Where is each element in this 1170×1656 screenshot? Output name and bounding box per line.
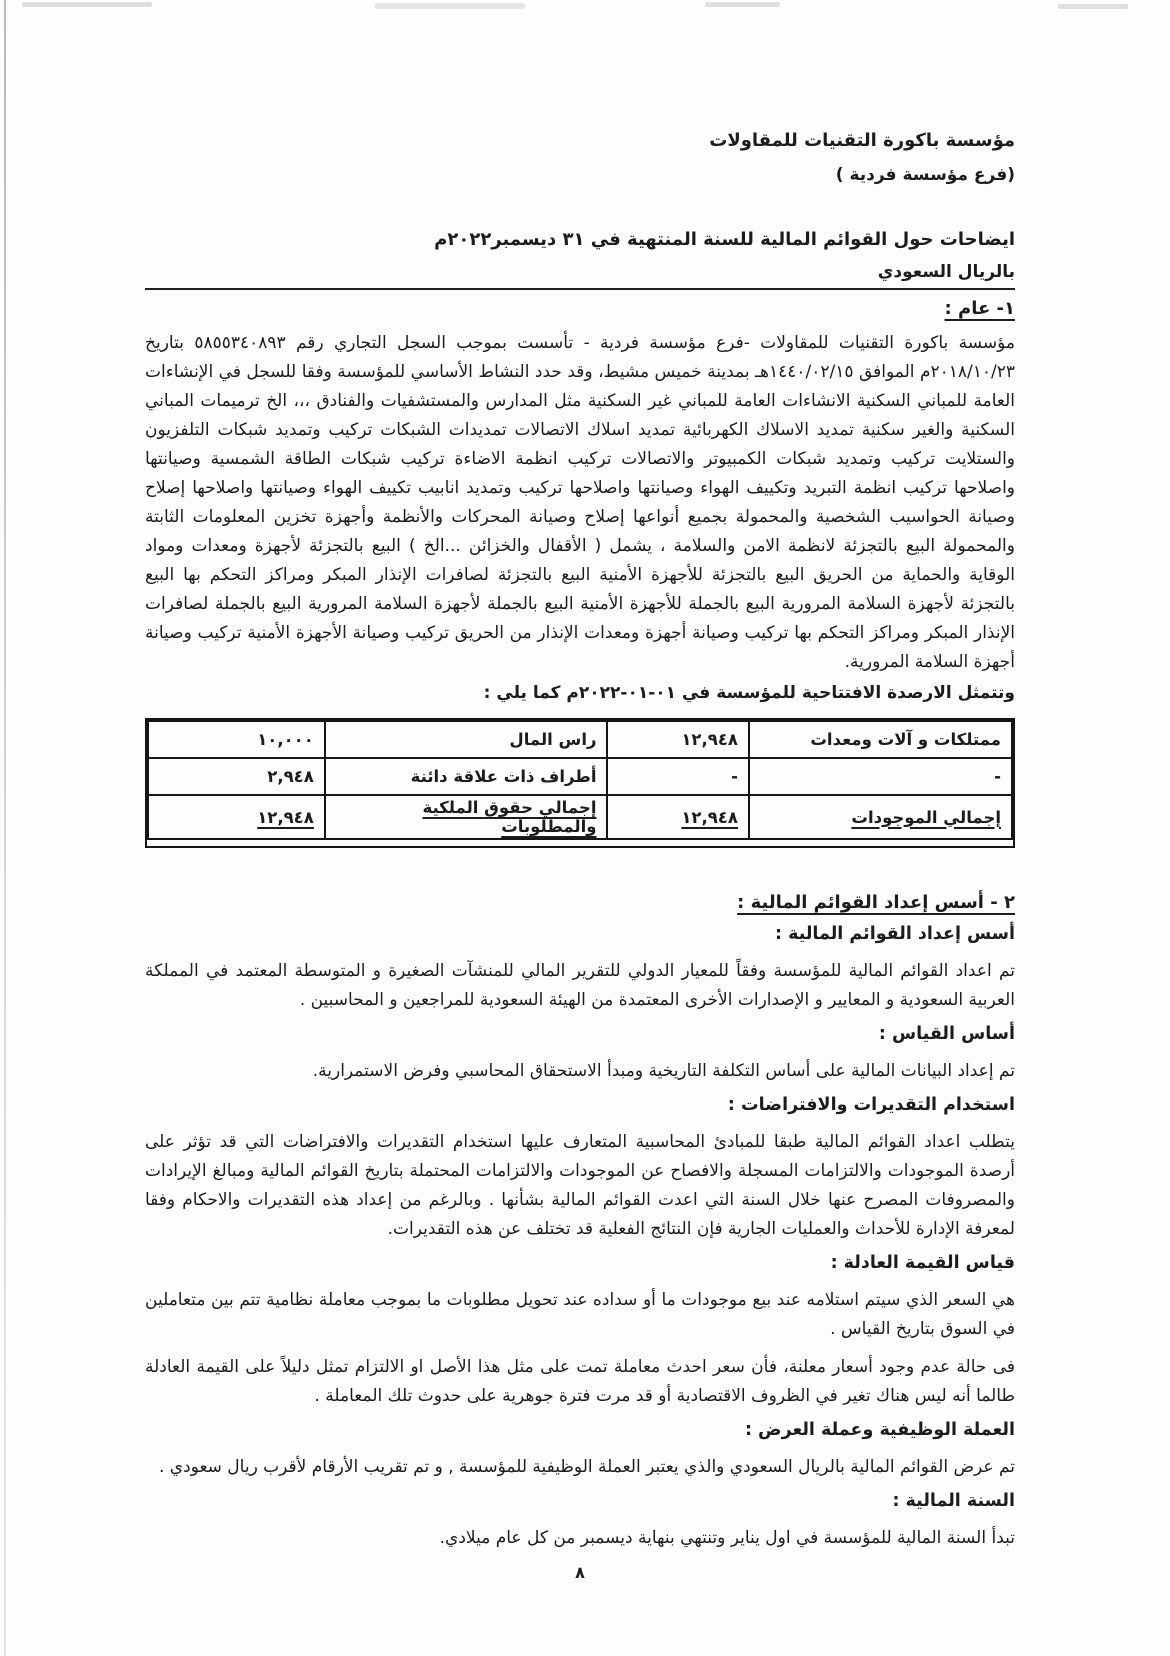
report-title: ايضاحات حول القوائم المالية للسنة المنتهية في ٣١ ديسمبر٢٠٢٢م (434, 229, 1015, 250)
document-content (145, 0, 1015, 1582)
subsection-title-estimates: استخدام التقديرات والافتراضات : (727, 1095, 1015, 1115)
subsection-title-measurement-basis: أساس القياس : (878, 1024, 1015, 1044)
equity-label-cell: راس المال (325, 721, 608, 758)
equity-label-cell: أطراف ذات علاقة دائنة (325, 758, 608, 795)
branch-note: (فرع مؤسسة فردية ) (835, 165, 1015, 185)
equity-label-cell: إجمالي حقوق الملكية والمطلوبات (325, 795, 608, 839)
subsection-body-estimates: يتطلب اعداد القوائم المالية طبقا للمبادئ المحاسبية المتعارف عليها استخدام التقديرات والافتراضات التي قد تؤثر على أرصدة الموجودات والالتزامات المسجلة والافصاح عن الموجودات والالتزامات المحتملة بتاريخ القوائم المالية ومبالغ الإيرادات والمصروفات المصرح عنها خلال السنة التي اعدت القوائم المالية بشأنها . وبالرغم من إعداد هذه التقديرات والاحكام وفقا لمعرفة الإدارة للأحداث والعمليات الجارية فإن النتائج الفعلية قد تختلف عن هذه التقديرات. (145, 1132, 1015, 1239)
subsection-title-functional-currency: العملة الوظيفية وعملة العرض : (744, 1420, 1015, 1440)
table-row (148, 721, 1012, 758)
opening-balances-table (145, 718, 1015, 848)
asset-value-cell: ١٢,٩٤٨ (607, 795, 748, 839)
subsection-body2-fair-value: فى حالة عدم وجود أسعار معلنة، فأن سعر احدث معاملة تمت على مثل هذا الأصل او الالتزام تمثل دليلاً على القيمة العادلة طالما أنه ليس هناك تغير في الظروف الاقتصادية أو قد مرت فترة جوهرية على حدوث تلك المعاملة . (145, 1357, 1015, 1406)
separator-rule (145, 288, 1015, 290)
company-name: مؤسسة باكورة التقنيات للمقاولات (709, 130, 1015, 151)
section-general-heading: ١- عام : (944, 298, 1015, 319)
opening-balances-intro: وتتمثل الارصدة الافتتاحية للمؤسسة في ٠١-٠١-٢٠٢٢م كما يلي : (483, 683, 1015, 703)
table-row (148, 758, 1012, 795)
scan-edge-artifact (4, 0, 6, 1656)
subsection-title-fair-value: قياس القيمة العادلة : (830, 1253, 1015, 1273)
subsection-title-preparation: أسس إعداد القوائم المالية : (775, 924, 1015, 944)
equity-value-cell: ١٠,٠٠٠ (148, 721, 325, 758)
subsection-title-fiscal-year: السنة المالية : (892, 1491, 1015, 1511)
page-number: ٨ (575, 1563, 585, 1582)
asset-value-cell: - (607, 758, 748, 795)
subsection-body-measurement-basis: تم إعداد البيانات المالية على أساس التكلفة التاريخية ومبدأ الاستحقاق المحاسبي وفرض الاستمرارية. (312, 1061, 1015, 1081)
scan-top-artifact (1058, 4, 1128, 9)
subsection-body-fair-value: هي السعر الذي سيتم استلامه عند بيع موجودات ما أو سداده عند تحويل مطلوبات ما بموجب معاملة نظامية تتم بين متعاملين في السوق بتاريخ القياس . (145, 1290, 1015, 1339)
asset-label-cell: إجمالي الموجودات (749, 795, 1012, 839)
equity-value-cell: ٢,٩٤٨ (148, 758, 325, 795)
equity-value-cell: ١٢,٩٤٨ (148, 795, 325, 839)
asset-label-cell: - (749, 758, 1012, 795)
table-row-totals (148, 795, 1012, 839)
subsection-body-fiscal-year: تبدأ السنة المالية للمؤسسة في اول يناير وتنتهي بنهاية ديسمبر من كل عام ميلادي. (439, 1528, 1015, 1548)
subsection-body-preparation: تم اعداد القوائم المالية للمؤسسة وفقاً للمعيار الدولي للتقرير المالي للمنشآت الصغيرة و المتوسطة المعتمد في المملكة العربية السعودية و المعايير و الإصدارات الأخرى المعتمدة من الهيئة السعودية للمراجعين و المحاسبين . (145, 961, 1015, 1010)
section-general-paragraph: مؤسسة باكورة التقنيات للمقاولات -فرع مؤسسة فردية - تأسست بموجب السجل التجاري رقم ٥٨٥٥٣٤٠٨٩٣ بتاريخ ٢٠١٨/١٠/٢٣م الموافق ١٤٤٠/٠٢/١٥هـ بمدينة خميس مشيط، وقد حدد النشاط الأساسي للمؤسسة وفقا للسجل في الإنشاءات العامة للمباني السكنية الانشاءات العامة للمباني غير السكنية مثل المدارس والمستشفيات والفنادق ،،، الخ ترميمات المباني السكنية والغير سكنية تمديد الاسلاك الكهربائية تمديد اسلاك الاتصالات تمديدات الشبكات تركيب وتمديد شبكات التلفزيون والستلايت تركيب وتمديد شبكات الكمبيوتر والاتصالات تركيب انظمة الاضاءة تركيب شبكات الطاقة الشمسية وصيانتها واصلاحها تركيب انظمة التبريد وتكييف الهواء وصيانتها واصلاحها تركيب وتمديد انابيب تكييف الهواء وصيانتها واصلاحها إصلاح وصيانة الحواسيب الشخصية والمحمولة بجميع أنواعها إصلاح وصيانة المحركات والأنظمة وأجهزة تخزين المعلومات الثابتة والمحمولة البيع بالتجزئة لانظمة الامن والسلامة ، يشمل ( الأقفال والخزائن ...الخ ) البيع بالتجزئة لأجهزة ومعدات ومواد الوقاية والحماية من الحريق البيع بالتجزئة للأجهزة الأمنية البيع بالتجزئة لصافرات الإنذار المبكر ومراكز التحكم بها البيع بالتجزئة لأجهزة السلامة المرورية البيع بالجملة للأجهزة الأمنية البيع بالجملة لأجهزة السلامة المرورية البيع بالجملة لصافرات الإنذار المبكر ومراكز التحكم بها تركيب وصيانة أجهزة ومعدات الإنذار من الحريق تركيب وصيانة الأجهزة الأمنية تركيب وصيانة أجهزة السلامة المرورية. (145, 333, 1016, 672)
section-basis-heading: ٢ - أسس إعداد القوائم المالية : (737, 892, 1015, 913)
currency-note: بالريال السعودي (877, 262, 1015, 282)
asset-label-cell: ممتلكات و آلات ومعدات (749, 721, 1012, 758)
asset-value-cell: ١٢,٩٤٨ (607, 721, 748, 758)
subsection-body-functional-currency: تم عرض القوائم المالية بالريال السعودي والذي يعتبر العملة الوظيفية للمؤسسة , و تم تقريب الأرقام لأقرب ريال سعودي . (158, 1457, 1015, 1477)
scan-top-artifact (22, 2, 152, 7)
